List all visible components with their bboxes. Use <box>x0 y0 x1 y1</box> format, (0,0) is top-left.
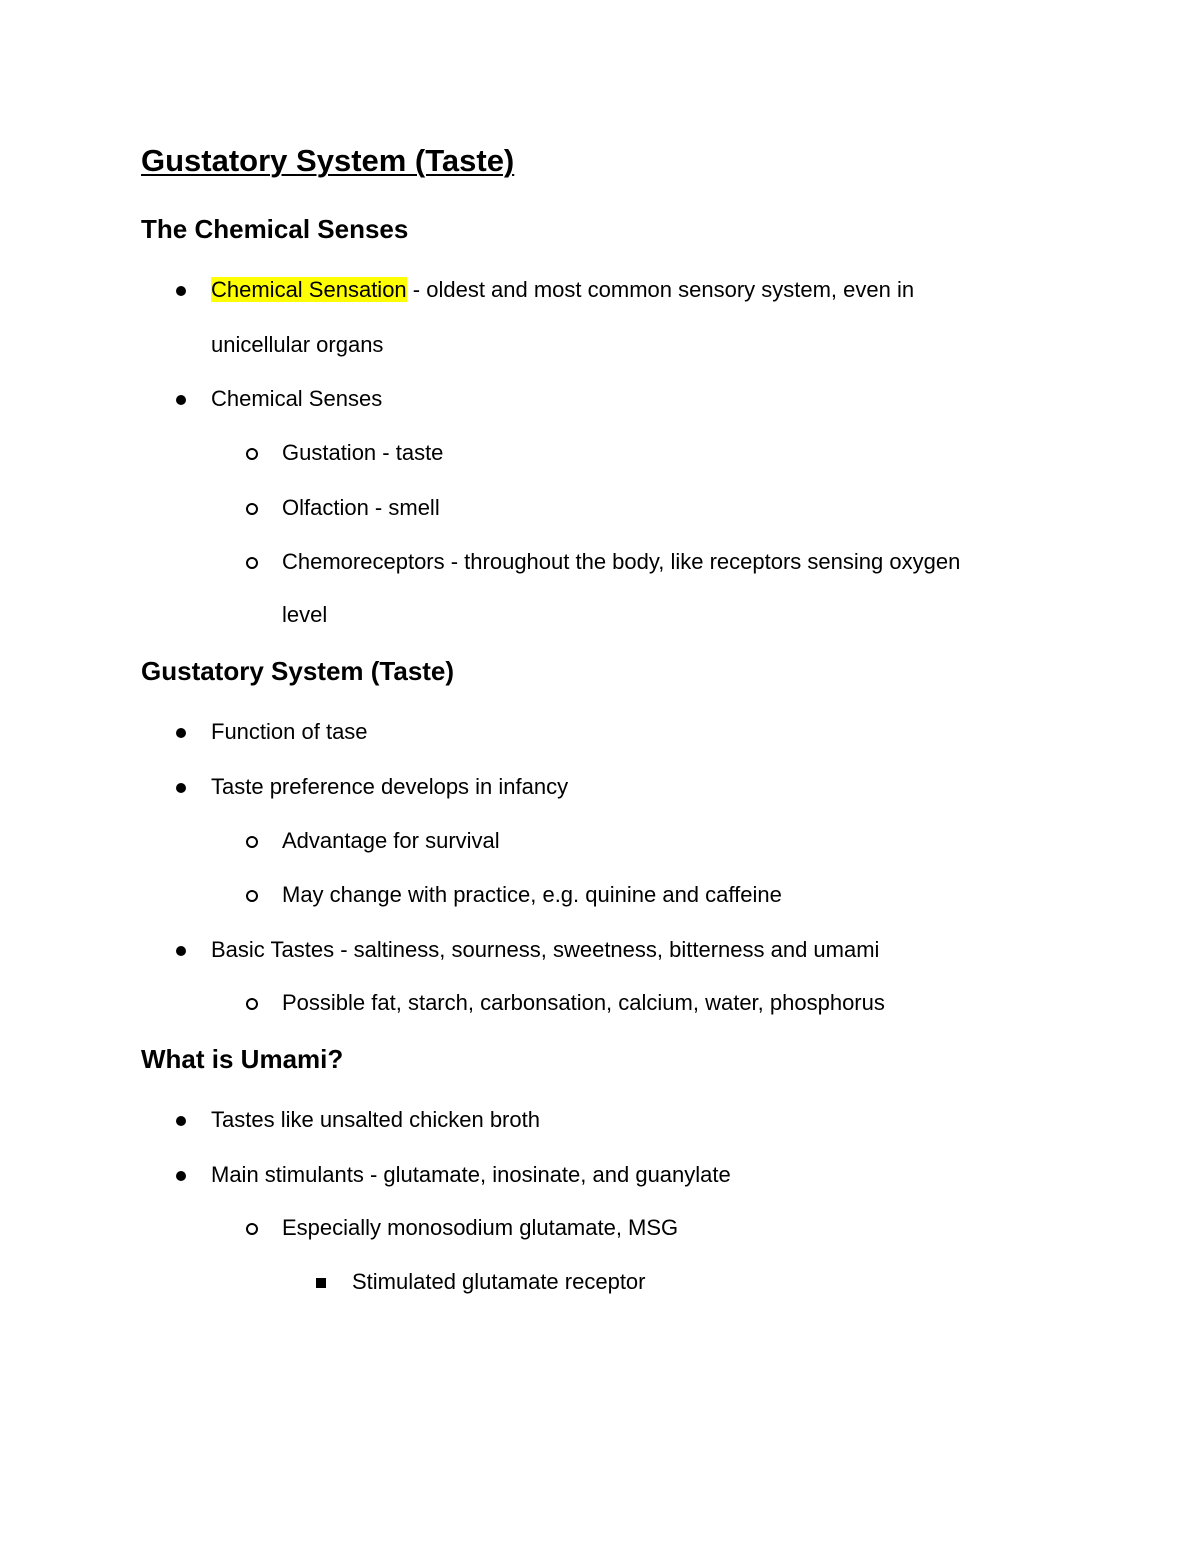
highlighted-term: Chemical Sensation <box>211 277 407 302</box>
list-item: Taste preference develops in infancy <box>211 774 569 799</box>
list-item: Main stimulants - glutamate, inosinate, and guanylate <box>211 1162 731 1187</box>
bullet-dot <box>176 1105 186 1135</box>
list-item: Tastes like unsalted chicken broth <box>211 1107 540 1132</box>
bullet-dot <box>176 772 186 802</box>
bullet-dot <box>176 935 186 965</box>
bullet-square <box>316 1267 326 1297</box>
list-item: May change with practice, e.g. quinine and caffeine <box>282 882 782 907</box>
list-item-continuation: unicellular organs <box>211 332 384 357</box>
bullet-circle <box>246 880 258 910</box>
section-heading-chemical-senses: The Chemical Senses <box>141 214 409 244</box>
bullet-circle <box>246 438 258 468</box>
section-heading-what-is-umami: What is Umami? <box>141 1044 344 1074</box>
bullet-circle <box>246 988 258 1018</box>
list-item: Olfaction - smell <box>282 495 440 520</box>
list-item-text: - oldest and most common sensory system, even in <box>406 277 915 302</box>
bullet-dot <box>176 384 186 414</box>
list-item: Gustation - taste <box>282 440 444 465</box>
list-item: Basic Tastes - saltiness, sourness, sweetness, bitterness and umami <box>211 937 880 962</box>
list-item: Function of tase <box>211 719 368 744</box>
list-item: Chemical Senses <box>211 386 383 411</box>
bullet-dot <box>176 717 186 747</box>
bullet-dot <box>176 275 186 305</box>
list-item: Possible fat, starch, carbonsation, calcium, water, phosphorus <box>282 990 885 1015</box>
list-item <box>211 275 914 305</box>
list-item: Advantage for survival <box>282 828 500 853</box>
bullet-dot <box>176 1160 186 1190</box>
bullet-circle <box>246 826 258 856</box>
list-item: Especially monosodium glutamate, MSG <box>282 1215 679 1240</box>
bullet-circle <box>246 493 258 523</box>
list-item-continuation: level <box>282 602 328 627</box>
bullet-circle <box>246 1213 258 1243</box>
section-heading-gustatory-system: Gustatory System (Taste) <box>141 656 455 686</box>
list-item: Stimulated glutamate receptor <box>352 1269 646 1294</box>
list-item: Chemoreceptors - throughout the body, like receptors sensing oxygen <box>282 549 961 574</box>
document-title: Gustatory System (Taste) <box>141 143 515 178</box>
bullet-circle <box>246 547 258 577</box>
